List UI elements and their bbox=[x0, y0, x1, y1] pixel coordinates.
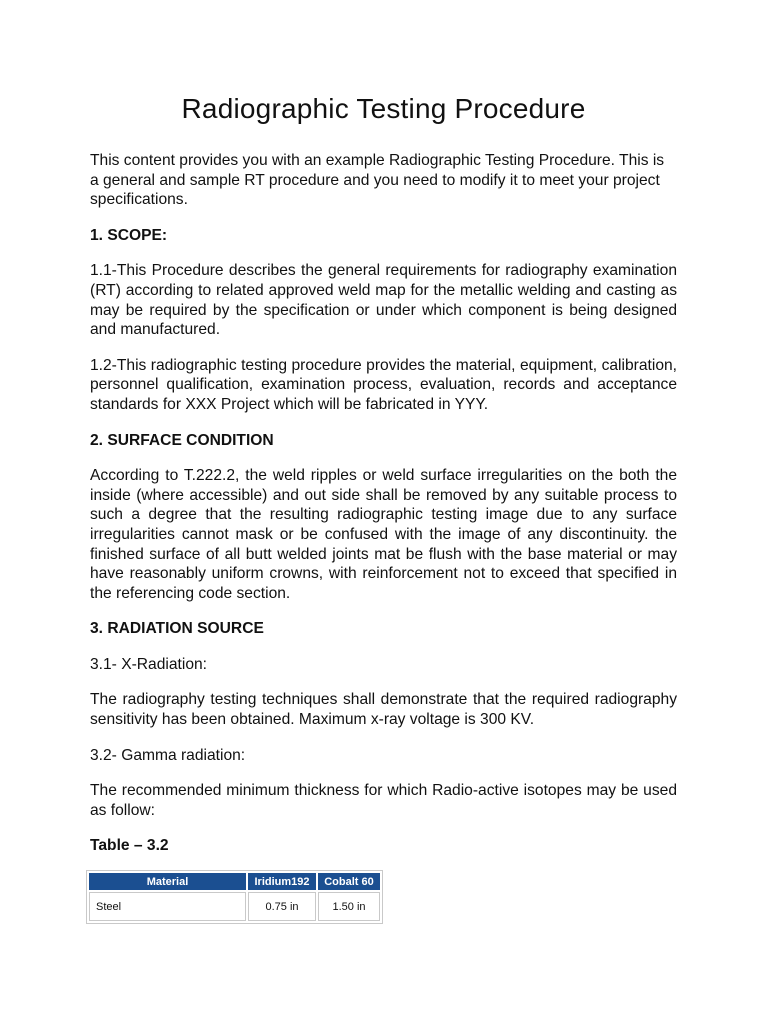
page-title: Radiographic Testing Procedure bbox=[181, 93, 586, 124]
radiation-source-heading: 3. RADIATION SOURCE bbox=[90, 620, 264, 638]
document-page bbox=[90, 88, 677, 924]
scope-paragraph-2: 1.2-This radiographic testing procedure provides the material, equipment, calibration, personnel qualification, examination process, evaluation, records and acceptance standards for XXX Project which will be fabricated in YYY. bbox=[90, 356, 677, 413]
isotope-thickness-table bbox=[86, 870, 383, 924]
table-row bbox=[89, 892, 380, 921]
scope-paragraph-1: 1.1-This Procedure describes the general requirements for radiography examination (RT) according to related approved weld map for the metallic welding and casting as may be required by the specification or under which component is being designed and manufactured. bbox=[90, 262, 677, 339]
x-radiation-paragraph: The radiography testing techniques shall demonstrate that the required radiography sensitivity has been obtained. Maximum x-ray voltage is 300 KV. bbox=[90, 691, 677, 729]
table-header-material: Material bbox=[89, 873, 246, 890]
table-header-row bbox=[89, 873, 380, 890]
x-radiation-heading: 3.1- X-Radiation: bbox=[90, 655, 208, 673]
intro-paragraph: This content provides you with an example Radiographic Testing Procedure. This is a general and sample RT procedure and you need to modify it to meet your project specifications. bbox=[90, 152, 665, 209]
table-cell-material: Steel bbox=[89, 892, 246, 921]
table-header-iridium: Iridium192 bbox=[248, 873, 316, 890]
scope-heading: 1. SCOPE: bbox=[90, 226, 168, 244]
table-title: Table – 3.2 bbox=[90, 837, 169, 855]
gamma-radiation-heading: 3.2- Gamma radiation: bbox=[90, 746, 246, 764]
table-header-cobalt: Cobalt 60 bbox=[318, 873, 380, 890]
table-cell-iridium: 0.75 in bbox=[248, 892, 316, 921]
surface-condition-paragraph: According to T.222.2, the weld ripples or weld surface irregularities on the both the inside (where accessible) and out side shall be removed by any suitable process to such a degree that the resulting radiographic testing image due to any surface irregularities cannot mask or be confused with the image of any discontinuity. the finished surface of all butt welded joints mat be flush with the base material or may have reasonably uniform crowns, with reinforcement not to exceed that specified in the referencing code section. bbox=[90, 467, 677, 602]
table-cell-cobalt: 1.50 in bbox=[318, 892, 380, 921]
gamma-radiation-paragraph: The recommended minimum thickness for which Radio-active isotopes may be used as follow: bbox=[90, 782, 677, 819]
surface-condition-heading: 2. SURFACE CONDITION bbox=[90, 431, 274, 449]
